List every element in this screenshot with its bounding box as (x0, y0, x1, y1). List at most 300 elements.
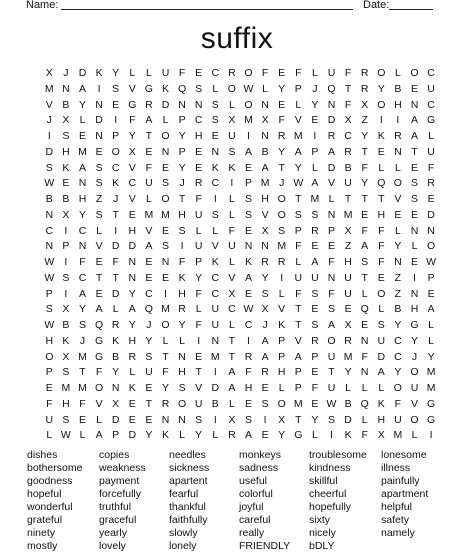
grid-letter[interactable]: S (178, 224, 186, 237)
grid-letter[interactable]: N (178, 413, 186, 426)
grid-letter[interactable]: L (262, 82, 269, 95)
grid-letter[interactable]: Q (360, 303, 369, 316)
grid-letter[interactable]: G (144, 82, 153, 95)
grid-letter[interactable]: X (261, 303, 269, 316)
grid-letter[interactable]: O (277, 208, 286, 221)
grid-letter[interactable]: Y (161, 382, 169, 394)
grid-letter[interactable]: Y (128, 287, 136, 300)
grid-letter[interactable]: P (294, 224, 302, 237)
grid-letter[interactable]: P (278, 350, 286, 363)
letter-grid[interactable] (40, 64, 440, 442)
grid-letter[interactable]: H (62, 397, 70, 410)
grid-letter[interactable]: O (161, 130, 170, 142)
grid-letter[interactable]: A (78, 287, 86, 300)
grid-letter[interactable]: V (145, 224, 153, 237)
grid-letter[interactable]: O (377, 98, 386, 111)
grid-letter[interactable]: L (179, 429, 186, 442)
grid-letter[interactable]: T (112, 208, 119, 221)
grid-letter[interactable]: H (394, 98, 402, 111)
grid-letter[interactable]: N (178, 350, 186, 363)
grid-letter[interactable]: V (95, 397, 103, 410)
grid-letter[interactable]: L (394, 67, 401, 79)
grid-letter[interactable]: C (394, 350, 402, 363)
grid-letter[interactable]: R (277, 130, 286, 142)
grid-letter[interactable]: N (360, 366, 369, 379)
grid-letter[interactable]: U (161, 67, 170, 79)
grid-letter[interactable]: I (180, 240, 184, 253)
grid-letter[interactable]: C (211, 177, 220, 190)
grid-letter[interactable]: Z (344, 240, 352, 253)
grid-letter[interactable]: Y (311, 413, 319, 426)
grid-letter[interactable]: P (112, 429, 120, 442)
grid-letter[interactable]: E (410, 208, 418, 221)
grid-letter[interactable]: P (278, 334, 286, 347)
grid-letter[interactable]: G (410, 319, 419, 331)
grid-letter[interactable]: E (410, 161, 418, 174)
grid-letter[interactable]: I (247, 334, 250, 347)
grid-letter[interactable]: F (245, 366, 252, 379)
grid-letter[interactable]: D (95, 114, 103, 127)
grid-letter[interactable]: R (277, 256, 286, 268)
grid-letter[interactable]: Y (361, 130, 369, 142)
grid-letter[interactable]: N (95, 130, 103, 142)
grid-letter[interactable]: T (361, 145, 368, 158)
grid-letter[interactable]: E (195, 350, 203, 363)
grid-letter[interactable]: E (244, 287, 252, 300)
grid-letter[interactable]: V (394, 193, 402, 205)
grid-letter[interactable]: M (161, 303, 170, 316)
grid-letter[interactable]: E (361, 208, 369, 221)
grid-letter[interactable]: A (95, 429, 103, 442)
grid-letter[interactable]: V (410, 397, 418, 410)
grid-letter[interactable]: L (195, 303, 202, 316)
grid-letter[interactable]: Q (327, 82, 336, 95)
grid-letter[interactable]: M (78, 350, 87, 363)
grid-letter[interactable]: L (295, 98, 302, 111)
grid-letter[interactable]: T (228, 334, 236, 347)
grid-letter[interactable]: I (330, 429, 333, 442)
grid-letter[interactable]: F (427, 161, 435, 174)
grid-letter[interactable]: X (261, 114, 269, 127)
grid-letter[interactable]: O (277, 193, 286, 205)
grid-letter[interactable]: R (228, 429, 236, 442)
grid-letter[interactable]: T (162, 350, 169, 363)
grid-letter[interactable]: L (96, 413, 103, 426)
grid-letter[interactable]: C (211, 287, 220, 300)
grid-letter[interactable]: E (394, 208, 402, 221)
grid-letter[interactable]: Y (178, 161, 186, 174)
grid-letter[interactable]: R (311, 334, 319, 347)
grid-letter[interactable]: A (261, 350, 269, 363)
grid-letter[interactable]: M (310, 193, 320, 205)
grid-letter[interactable]: W (60, 429, 71, 442)
grid-letter[interactable]: L (79, 429, 86, 442)
grid-letter[interactable]: L (361, 287, 368, 300)
grid-letter[interactable]: F (129, 114, 136, 127)
grid-letter[interactable]: X (62, 208, 70, 221)
grid-letter[interactable]: D (45, 145, 54, 158)
grid-letter[interactable]: N (261, 98, 269, 111)
grid-letter[interactable]: B (344, 397, 352, 410)
grid-letter[interactable]: V (45, 98, 53, 111)
grid-letter[interactable]: S (195, 413, 203, 426)
grid-letter[interactable]: G (427, 397, 436, 410)
grid-letter[interactable]: F (112, 256, 119, 268)
grid-letter[interactable]: E (95, 287, 103, 300)
grid-letter[interactable]: I (47, 130, 51, 142)
grid-letter[interactable]: N (427, 224, 435, 237)
grid-letter[interactable]: L (228, 397, 235, 410)
grid-letter[interactable]: E (95, 145, 103, 158)
grid-letter[interactable]: D (377, 350, 386, 363)
grid-letter[interactable]: C (244, 319, 253, 331)
grid-letter[interactable]: F (311, 382, 319, 394)
grid-letter[interactable]: U (228, 130, 236, 142)
grid-letter[interactable]: E (278, 98, 286, 111)
grid-letter[interactable]: L (411, 429, 418, 442)
grid-letter[interactable]: S (112, 82, 120, 95)
grid-letter[interactable]: A (78, 161, 86, 174)
grid-letter[interactable]: F (361, 429, 368, 442)
grid-letter[interactable]: S (45, 161, 53, 174)
grid-letter[interactable]: I (213, 413, 217, 426)
grid-letter[interactable]: T (295, 319, 302, 331)
grid-letter[interactable]: V (211, 240, 219, 253)
grid-letter[interactable]: S (45, 303, 53, 316)
grid-letter[interactable]: D (327, 114, 336, 127)
grid-letter[interactable]: L (278, 287, 285, 300)
grid-letter[interactable]: O (410, 366, 419, 379)
grid-letter[interactable]: L (96, 224, 103, 237)
grid-letter[interactable]: X (45, 67, 53, 79)
grid-letter[interactable]: Y (195, 429, 203, 442)
grid-letter[interactable]: O (95, 382, 104, 394)
grid-letter[interactable]: E (195, 67, 203, 79)
grid-letter[interactable]: S (95, 161, 103, 174)
grid-letter[interactable]: I (230, 177, 234, 190)
grid-letter[interactable]: F (261, 67, 269, 79)
grid-letter[interactable]: S (78, 319, 86, 331)
grid-letter[interactable]: N (244, 240, 253, 253)
grid-letter[interactable]: L (311, 429, 318, 442)
grid-letter[interactable]: J (279, 177, 285, 190)
grid-letter[interactable]: X (261, 224, 269, 237)
grid-letter[interactable]: L (361, 413, 368, 426)
grid-letter[interactable]: K (244, 256, 252, 268)
grid-letter[interactable]: M (343, 350, 353, 363)
grid-letter[interactable]: X (344, 114, 352, 127)
grid-letter[interactable]: K (95, 67, 103, 79)
grid-letter[interactable]: O (377, 287, 386, 300)
grid-letter[interactable]: E (145, 413, 153, 426)
grid-letter[interactable]: F (361, 224, 368, 237)
grid-letter[interactable]: Z (394, 287, 402, 300)
grid-letter[interactable]: S (161, 177, 169, 190)
grid-letter[interactable]: B (45, 193, 53, 205)
grid-letter[interactable]: U (145, 366, 153, 379)
grid-letter[interactable]: Y (261, 271, 269, 284)
grid-letter[interactable]: X (228, 413, 236, 426)
grid-letter[interactable]: B (344, 161, 352, 174)
grid-letter[interactable]: F (328, 287, 335, 300)
grid-letter[interactable]: S (62, 271, 70, 284)
grid-letter[interactable]: Y (112, 67, 120, 79)
grid-letter[interactable]: S (311, 287, 319, 300)
grid-letter[interactable]: E (62, 177, 70, 190)
grid-letter[interactable]: K (344, 429, 352, 442)
grid-letter[interactable]: H (194, 130, 203, 142)
grid-letter[interactable]: H (45, 334, 54, 347)
grid-letter[interactable]: A (311, 177, 319, 190)
grid-letter[interactable]: V (195, 382, 203, 394)
grid-letter[interactable]: I (396, 114, 400, 127)
grid-letter[interactable]: I (247, 130, 250, 142)
grid-letter[interactable]: M (44, 82, 54, 95)
grid-letter[interactable]: R (344, 334, 352, 347)
grid-letter[interactable]: O (327, 334, 336, 347)
grid-letter[interactable]: Q (360, 397, 369, 410)
grid-letter[interactable]: H (178, 287, 186, 300)
grid-letter[interactable]: U (211, 303, 220, 316)
grid-letter[interactable]: E (95, 256, 103, 268)
grid-letter[interactable]: Y (128, 130, 136, 142)
grid-letter[interactable]: L (228, 256, 235, 268)
grid-letter[interactable]: F (95, 366, 103, 379)
grid-letter[interactable]: U (211, 319, 220, 331)
grid-letter[interactable]: N (394, 145, 402, 158)
grid-letter[interactable]: Y (278, 145, 286, 158)
grid-letter[interactable]: X (128, 145, 136, 158)
grid-letter[interactable]: E (427, 193, 435, 205)
grid-letter[interactable]: F (295, 240, 302, 253)
grid-letter[interactable]: L (228, 98, 235, 111)
grid-letter[interactable]: U (344, 271, 352, 284)
grid-letter[interactable]: S (261, 397, 269, 410)
grid-letter[interactable]: L (46, 429, 53, 442)
grid-letter[interactable]: X (278, 413, 286, 426)
grid-letter[interactable]: T (361, 193, 368, 205)
grid-letter[interactable]: N (78, 240, 87, 253)
grid-letter[interactable]: N (261, 240, 269, 253)
grid-letter[interactable]: F (178, 67, 186, 79)
grid-letter[interactable]: N (410, 287, 419, 300)
grid-letter[interactable]: B (394, 303, 402, 316)
grid-letter[interactable]: T (344, 193, 352, 205)
grid-letter[interactable]: Y (145, 429, 153, 442)
grid-letter[interactable]: D (78, 67, 87, 79)
grid-letter[interactable]: E (377, 145, 385, 158)
grid-letter[interactable]: T (228, 350, 236, 363)
grid-letter[interactable]: U (228, 240, 236, 253)
grid-letter[interactable]: E (261, 429, 269, 442)
grid-letter[interactable]: C (427, 67, 435, 79)
grid-letter[interactable]: H (410, 303, 419, 316)
grid-letter[interactable]: L (212, 224, 219, 237)
grid-letter[interactable]: Z (95, 193, 103, 205)
grid-letter[interactable]: Q (144, 303, 153, 316)
grid-letter[interactable]: E (128, 413, 136, 426)
grid-letter[interactable]: Y (394, 319, 402, 331)
grid-letter[interactable]: W (44, 256, 55, 268)
grid-letter[interactable]: T (112, 271, 119, 284)
grid-letter[interactable]: A (145, 114, 153, 127)
grid-letter[interactable]: E (161, 161, 169, 174)
grid-letter[interactable]: L (411, 240, 418, 253)
grid-letter[interactable]: W (243, 82, 254, 95)
grid-letter[interactable]: F (195, 319, 202, 331)
grid-letter[interactable]: T (295, 193, 302, 205)
grid-letter[interactable]: L (195, 224, 202, 237)
grid-letter[interactable]: E (427, 287, 435, 300)
grid-letter[interactable]: H (261, 193, 269, 205)
grid-letter[interactable]: K (211, 161, 219, 174)
grid-letter[interactable]: A (427, 303, 435, 316)
grid-letter[interactable]: R (178, 303, 186, 316)
grid-letter[interactable]: I (213, 366, 217, 379)
grid-letter[interactable]: A (95, 303, 103, 316)
grid-letter[interactable]: O (277, 397, 286, 410)
grid-letter[interactable]: U (410, 382, 419, 394)
grid-letter[interactable]: C (427, 98, 435, 111)
grid-letter[interactable]: O (427, 240, 436, 253)
grid-letter[interactable]: B (62, 319, 70, 331)
grid-letter[interactable]: P (195, 256, 203, 268)
grid-letter[interactable]: V (278, 303, 286, 316)
grid-letter[interactable]: K (128, 382, 136, 394)
grid-letter[interactable]: P (112, 130, 120, 142)
grid-letter[interactable]: S (244, 413, 252, 426)
grid-letter[interactable]: N (78, 177, 87, 190)
grid-letter[interactable]: H (244, 382, 253, 394)
grid-letter[interactable]: R (261, 256, 269, 268)
grid-letter[interactable]: A (244, 271, 252, 284)
grid-letter[interactable]: M (426, 382, 436, 394)
grid-letter[interactable]: D (427, 208, 435, 221)
grid-letter[interactable]: U (45, 413, 54, 426)
grid-letter[interactable]: N (45, 208, 54, 221)
grid-letter[interactable]: U (344, 287, 352, 300)
grid-letter[interactable]: S (327, 413, 335, 426)
grid-letter[interactable]: M (260, 177, 270, 190)
grid-letter[interactable]: X (377, 429, 385, 442)
grid-letter[interactable]: M (426, 366, 436, 379)
grid-letter[interactable]: Y (128, 319, 136, 331)
grid-letter[interactable]: H (128, 334, 137, 347)
grid-letter[interactable]: M (78, 145, 87, 158)
grid-letter[interactable]: D (211, 382, 220, 394)
grid-letter[interactable]: O (45, 350, 54, 363)
grid-letter[interactable]: O (393, 382, 402, 394)
grid-letter[interactable]: U (327, 350, 336, 363)
grid-letter[interactable]: N (128, 256, 137, 268)
grid-letter[interactable]: A (244, 429, 252, 442)
grid-letter[interactable]: F (361, 350, 368, 363)
grid-letter[interactable]: E (244, 224, 252, 237)
grid-letter[interactable]: Y (394, 240, 402, 253)
grid-letter[interactable]: F (178, 256, 186, 268)
grid-letter[interactable]: R (128, 350, 137, 363)
grid-letter[interactable]: Y (278, 429, 286, 442)
grid-letter[interactable]: V (128, 82, 136, 95)
grid-letter[interactable]: K (62, 161, 70, 174)
grid-letter[interactable]: X (228, 114, 236, 127)
grid-letter[interactable]: F (46, 397, 53, 410)
grid-letter[interactable]: I (379, 114, 383, 127)
grid-letter[interactable]: A (78, 82, 86, 95)
grid-letter[interactable]: R (228, 67, 236, 79)
grid-letter[interactable]: M (293, 397, 303, 410)
grid-letter[interactable]: M (343, 208, 353, 221)
grid-letter[interactable]: D (128, 240, 137, 253)
grid-letter[interactable]: K (278, 319, 286, 331)
grid-letter[interactable]: R (194, 177, 203, 190)
grid-letter[interactable]: E (78, 130, 86, 142)
grid-letter[interactable]: B (211, 397, 219, 410)
grid-letter[interactable]: S (62, 366, 70, 379)
grid-letter[interactable]: A (145, 240, 153, 253)
grid-letter[interactable]: S (211, 208, 219, 221)
grid-letter[interactable]: C (211, 67, 220, 79)
grid-letter[interactable]: X (62, 350, 70, 363)
grid-letter[interactable]: P (294, 82, 302, 95)
grid-letter[interactable]: L (145, 67, 152, 79)
grid-letter[interactable]: E (244, 161, 252, 174)
grid-letter[interactable]: C (211, 271, 220, 284)
grid-letter[interactable]: D (111, 413, 120, 426)
grid-letter[interactable]: W (44, 271, 55, 284)
grid-letter[interactable]: A (361, 240, 369, 253)
grid-letter[interactable]: L (345, 382, 352, 394)
grid-letter[interactable]: P (311, 350, 319, 363)
grid-letter[interactable]: S (161, 240, 169, 253)
grid-letter[interactable]: W (44, 177, 55, 190)
grid-letter[interactable]: G (128, 98, 137, 111)
grid-letter[interactable]: S (327, 303, 335, 316)
grid-letter[interactable]: M (293, 130, 303, 142)
grid-letter[interactable]: C (78, 224, 87, 237)
grid-letter[interactable]: M (78, 382, 87, 394)
grid-letter[interactable]: R (244, 350, 253, 363)
grid-letter[interactable]: U (194, 240, 203, 253)
grid-letter[interactable]: K (112, 177, 120, 190)
grid-letter[interactable]: E (195, 145, 203, 158)
grid-letter[interactable]: Q (377, 177, 386, 190)
grid-letter[interactable]: E (78, 413, 86, 426)
grid-letter[interactable]: K (211, 256, 219, 268)
grid-letter[interactable]: N (327, 271, 336, 284)
grid-letter[interactable]: S (244, 208, 252, 221)
grid-letter[interactable]: J (262, 319, 268, 331)
grid-letter[interactable]: N (394, 256, 402, 268)
grid-letter[interactable]: P (427, 271, 435, 284)
grid-letter[interactable]: O (393, 177, 402, 190)
grid-letter[interactable]: S (145, 350, 153, 363)
grid-letter[interactable]: F (295, 287, 302, 300)
grid-letter[interactable]: X (62, 303, 70, 316)
grid-letter[interactable]: C (45, 224, 54, 237)
grid-letter[interactable]: Y (112, 366, 120, 379)
grid-letter[interactable]: A (228, 382, 236, 394)
grid-letter[interactable]: L (162, 334, 169, 347)
grid-letter[interactable]: V (228, 271, 236, 284)
grid-letter[interactable]: S (62, 413, 70, 426)
grid-letter[interactable]: N (410, 224, 419, 237)
grid-letter[interactable]: E (45, 382, 53, 394)
grid-letter[interactable]: T (328, 366, 335, 379)
grid-letter[interactable]: L (79, 114, 86, 127)
grid-letter[interactable]: X (228, 287, 236, 300)
grid-letter[interactable]: V (294, 334, 302, 347)
